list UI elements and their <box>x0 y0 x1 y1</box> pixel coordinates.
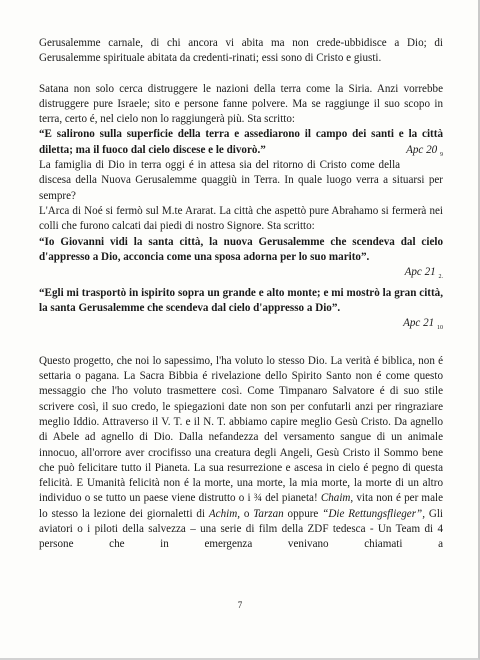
quote-apc-21-2: “Io Giovanni vidi la santa città, la nuova Gerusalemme che scendeva dal cielo d'appresso a Dio, acconcia come una sposa adorna per lo suo marito”. <box>39 235 443 263</box>
emphasis-chaim: Chaim, <box>320 492 354 505</box>
emphasis-rettungsflieger: “Die Rettungsflieger”, <box>322 507 425 520</box>
paragraph-family-of-god: La famiglia di Dio in terra oggi é in attesa sia del ritorno di Cristo come della discesa della Nuova Gerusalemme quaggiù in Terra. In quale luogo verra a situarsi per sempre? <box>39 159 443 202</box>
emphasis-tarzan: Tarzan <box>253 507 284 520</box>
quote-reference: Apc 20 $_9$ <box>406 143 443 158</box>
paragraph-project: Questo progetto, che noi lo sapessimo, l'ha voluto lo stesso Dio. La verità é biblica, non é settaria o pagana. La Sacra Bibbia é rivelazione dello Spirito Santo non é come questo messaggio che l'ho voluto trasmettere così. Come Timpanaro Salvatore é di suo stile scrivere così, il suo credo, le spiegazioni date non son per confutarli anzi per ringraziare meglio Iddio. Attraverso il V. T. e il N. T. abbiamo capire meglio Gesù Cristo. Da agnello di Abele ad agnello di Dio. Dalla nefandezza del versamento sangue di un animale innocuo, all'orrore aver crocifisso una creatura degli Angeli, Gesù Cristo il Sommo bene che può felicitare tutto il Pianeta. La sua resurrezione e ascesa in cielo é pegno di questa felicità. E Umanità felicità non é la morte, una morte, la mia morte, la morte di un altro individuo o se tutto un paese viene distrutto o i ¾ del pianeta! Chaim, vita non é per male lo stesso la lezione dei giornaletti di Achim, o Tarzan oppure “Die Rettungsflieger”, Gli aviatori o i piloti della salvezza – una serie di film della ZDF tedesca - Un Team di 4 persone che in emergenza venivano chiamati a <box>39 354 444 551</box>
paragraph-jerusalem: Gerusalemme carnale, di chi ancora vi abita ma non crede-ubbidisce a Dio; di Gerusalemme spirituale abitata da credenti-rinati; essi sono di Cristo e giusti. <box>39 37 443 65</box>
quote-reference: Apc 21 $_{2.}$ <box>404 266 443 281</box>
paragraph-ark-of-noah: L'Arca di Noé si fermò sul M.te Ararat. La città che aspettò pure Abrahamo si fermerà nei colli che furono calcati dai piedi di nostro Signore. Sta scritto: <box>39 204 443 233</box>
quote-text: “E salirono sulla superficie della terra e assediarono il campo dei santi e la città diletta; ma il fuoco dal cielo discese e le divorò.” <box>39 128 443 156</box>
quote-reference: Apc 21 $_{10}$ <box>403 317 443 332</box>
paragraph-satan: Satana non solo cerca distruggere le nazioni della terra come la Siria. Anzi vorrebbe distruggere pure Israele; sito e persone fanne polvere. Ma se raggiunge il suo scopo in terra, certo é, nel cielo non lo raggiungerà più. Sta scritto: <box>39 82 443 126</box>
page-number: 7 <box>237 600 243 610</box>
emphasis-achim: Achim, <box>208 507 241 520</box>
quote-apc-20 <box>39 127 443 158</box>
quote-apc-21-10: “Egli mi trasportò in ispirito sopra un grande e alto monte; e mi mostrò la gran città, la santa Gerusalemme che scendeva dal cielo d'appresso a Dio”. <box>39 286 443 314</box>
page-body <box>39 36 443 553</box>
